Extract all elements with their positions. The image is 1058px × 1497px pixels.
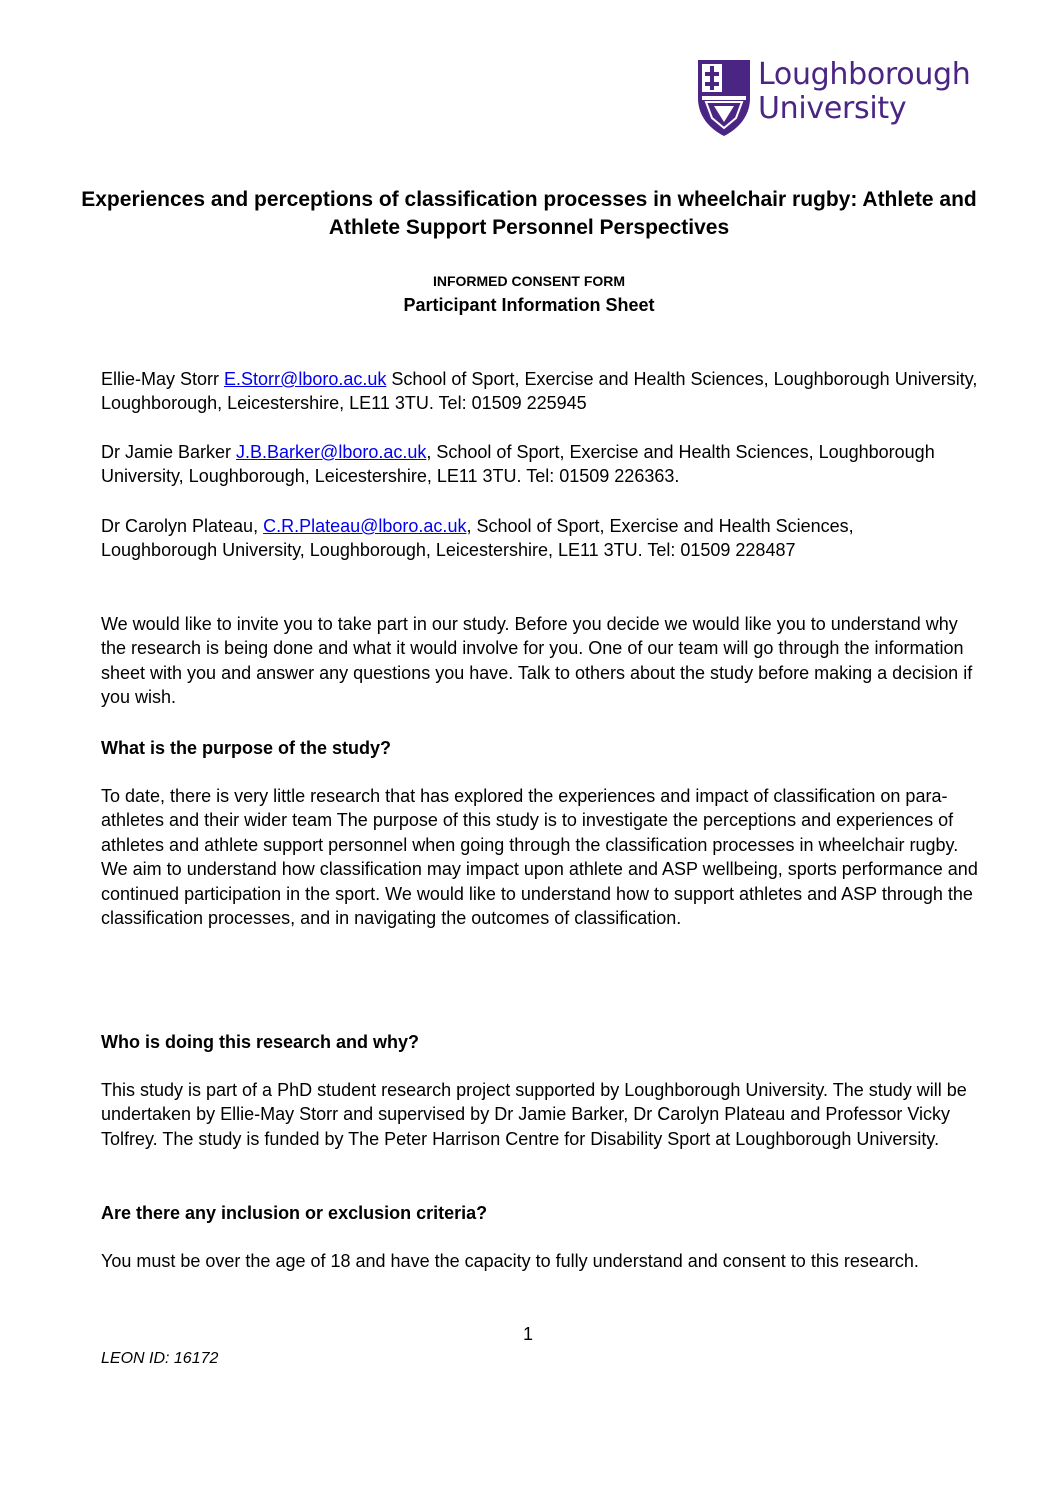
contact-name: Dr Jamie Barker bbox=[101, 442, 237, 462]
email-link[interactable]: E.Storr@lboro.ac.uk bbox=[224, 369, 387, 389]
university-logo bbox=[696, 58, 996, 138]
intro-text: We would like to invite you to take part in our study. Before you decide we would like you to understand why the research is being done and what it would involve for you. One of our team will go through the information sheet with you and answer any questions you have. Talk to others about the study before making a decision if you wish. bbox=[101, 614, 973, 708]
contact-carolyn-plateau bbox=[101, 514, 971, 563]
university-crest-icon bbox=[696, 58, 752, 138]
contact-details: , School of Sport, Exercise and Health Sciences, Loughborough University, Loughborough, Leicestershire, LE11 3TU. Tel: 01509 226363. bbox=[101, 442, 935, 487]
section-body-purpose: To date, there is very little research that has explored the experiences and impact of classification on para-athletes and their wider team The purpose of this study is to investigate the perceptions and experiences of athletes and athlete support personnel when going through the classification processes in wheelchair rugby. We aim to understand how classification may impact upon athlete and ASP wellbeing, sports performance and continued participation in the sport. We would like to understand how to support athletes and ASP through the classification processes, and in navigating the outcomes of classification. bbox=[101, 786, 978, 929]
contact-name: Ellie-May Storr bbox=[101, 369, 225, 389]
contact-details: , School of Sport, Exercise and Health Sciences, Loughborough University, Loughborough, Leicestershire, LE11 3TU. Tel: 01509 228487 bbox=[101, 516, 854, 561]
logo-line-1: Loughborough bbox=[758, 57, 971, 92]
contact-details: School of Sport, Exercise and Health Sciences, Loughborough University, Loughborough, Leicestershire, LE11 3TU. Tel: 01509 225945 bbox=[101, 369, 978, 414]
document-title: Experiences and perceptions of classification processes in wheelchair rugby: Athlete and Athlete Support Personnel Perspectives bbox=[81, 188, 977, 239]
email-link[interactable]: J.B.Barker@lboro.ac.uk bbox=[236, 442, 427, 462]
contact-ellie-may-storr bbox=[101, 367, 981, 416]
section-body-criteria: You must be over the age of 18 and have the capacity to fully understand and consent to this research. bbox=[101, 1251, 919, 1271]
info-sheet-label: Participant Information Sheet bbox=[403, 295, 655, 315]
contact-name: Dr Carolyn Plateau, bbox=[101, 516, 264, 536]
email-link[interactable]: C.R.Plateau@lboro.ac.uk bbox=[263, 516, 467, 536]
section-heading-who: Who is doing this research and why? bbox=[101, 1032, 420, 1052]
consent-form-label: INFORMED CONSENT FORM bbox=[432, 273, 626, 289]
page-number: 1 bbox=[523, 1324, 534, 1344]
section-heading-criteria: Are there any inclusion or exclusion criteria? bbox=[101, 1203, 488, 1223]
intro-paragraph bbox=[101, 612, 981, 710]
leon-id: LEON ID: 16172 bbox=[101, 1350, 219, 1367]
section-body-who: This study is part of a PhD student research project supported by Loughborough University. The study will be undertaken by Ellie-May Storr and supervised by Dr Jamie Barker, Dr Carolyn Plateau and Professor Vicky Tolfrey. The study is funded by The Peter Harrison Centre for Disability Sport at Loughborough University. bbox=[101, 1080, 967, 1149]
contact-jamie-barker bbox=[101, 440, 981, 489]
logo-line-2: University bbox=[758, 91, 907, 126]
section-heading-purpose: What is the purpose of the study? bbox=[101, 738, 392, 758]
